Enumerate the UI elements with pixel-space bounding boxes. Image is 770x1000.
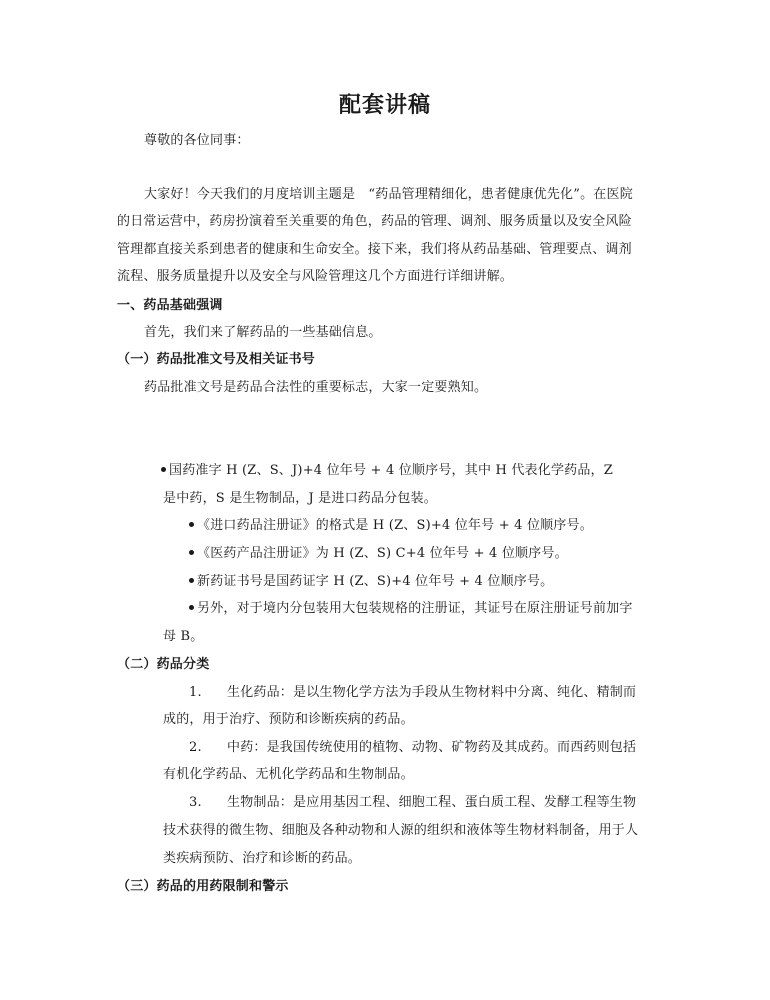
list-item-continued: 是中药，S 是生物制品，J 是进口药品分包装。	[163, 491, 437, 506]
list-item: 新药证书号是国药证字 H (Z、S)+4 位年号 + 4 位顺序号。	[189, 573, 553, 591]
section-heading: 一、药品基础强调	[117, 298, 223, 313]
intro-line-1: 大家好！今天我们的月度培训主题是 “药品管理精细化，患者健康优先化”。在医院	[144, 187, 633, 202]
intro-line-2: 的日常运营中，药房扮演着至关重要的角色，药品的管理、调剂、服务质量以及安全风险	[117, 214, 632, 229]
list-item-continued: 类疾病预防、治疗和诊断的药品。	[163, 851, 362, 866]
subsection-lead: 药品批准文号是药品合法性的重要标志，大家一定要熟知。	[144, 380, 488, 395]
list-item-continued: 母 B。	[163, 629, 204, 644]
list-item-continued: 有机化学药品、无机化学药品和生物制品。	[163, 767, 414, 782]
list-item-continued: 成的，用于治疗、预防和诊断疾病的药品。	[163, 712, 414, 727]
list-item: 3. 生物制品：是应用基因工程、细胞工程、蛋白质工程、发酵工程等生物	[189, 795, 637, 810]
bullet-icon	[189, 522, 194, 527]
section-lead: 首先，我们来了解药品的一些基础信息。	[144, 325, 382, 340]
subsection-heading: （三）药品的用药限制和警示	[117, 879, 289, 894]
bullet-icon	[161, 467, 166, 472]
intro-line-3: 管理都直接关系到患者的健康和生命安全。接下来，我们将从药品基础、管理要点、调剂	[117, 242, 632, 257]
subsection-heading: （一）药品批准文号及相关证书号	[117, 352, 316, 367]
list-item-continued: 技术获得的微生物、细胞及各种动物和人源的组织和液体等生物材料制备，用于人	[163, 823, 639, 838]
list-item: 国药准字 H (Z、S、J)+4 位年号 + 4 位顺序号，其中 H 代表化学药品，Z	[161, 462, 613, 480]
bullet-icon	[189, 550, 194, 555]
bullet-icon	[189, 578, 194, 583]
page-title: 配套讲稿	[338, 92, 431, 118]
list-item: 《医药产品注册证》为 H (Z、S) C+4 位年号 + 4 位顺序号。	[189, 545, 568, 563]
list-item: 1. 生化药品：是以生物化学方法为手段从生物材料中分离、纯化、精制而	[189, 685, 637, 700]
list-item: 另外，对于境内分包装用大包装规格的注册证，其证号在原注册证号前加字	[189, 600, 633, 618]
list-item: 2. 中药：是我国传统使用的植物、动物、矿物药及其成药。而西药则包括	[189, 740, 637, 755]
intro-line-4: 流程、服务质量提升以及安全与风险管理这几个方面进行详细讲解。	[117, 269, 514, 284]
list-item: 《进口药品注册证》的格式是 H (Z、S)+4 位年号 + 4 位顺序号。	[189, 517, 593, 535]
salutation: 尊敬的各位同事：	[144, 133, 250, 148]
bullet-icon	[189, 605, 194, 610]
subsection-heading: （二）药品分类	[117, 657, 210, 672]
